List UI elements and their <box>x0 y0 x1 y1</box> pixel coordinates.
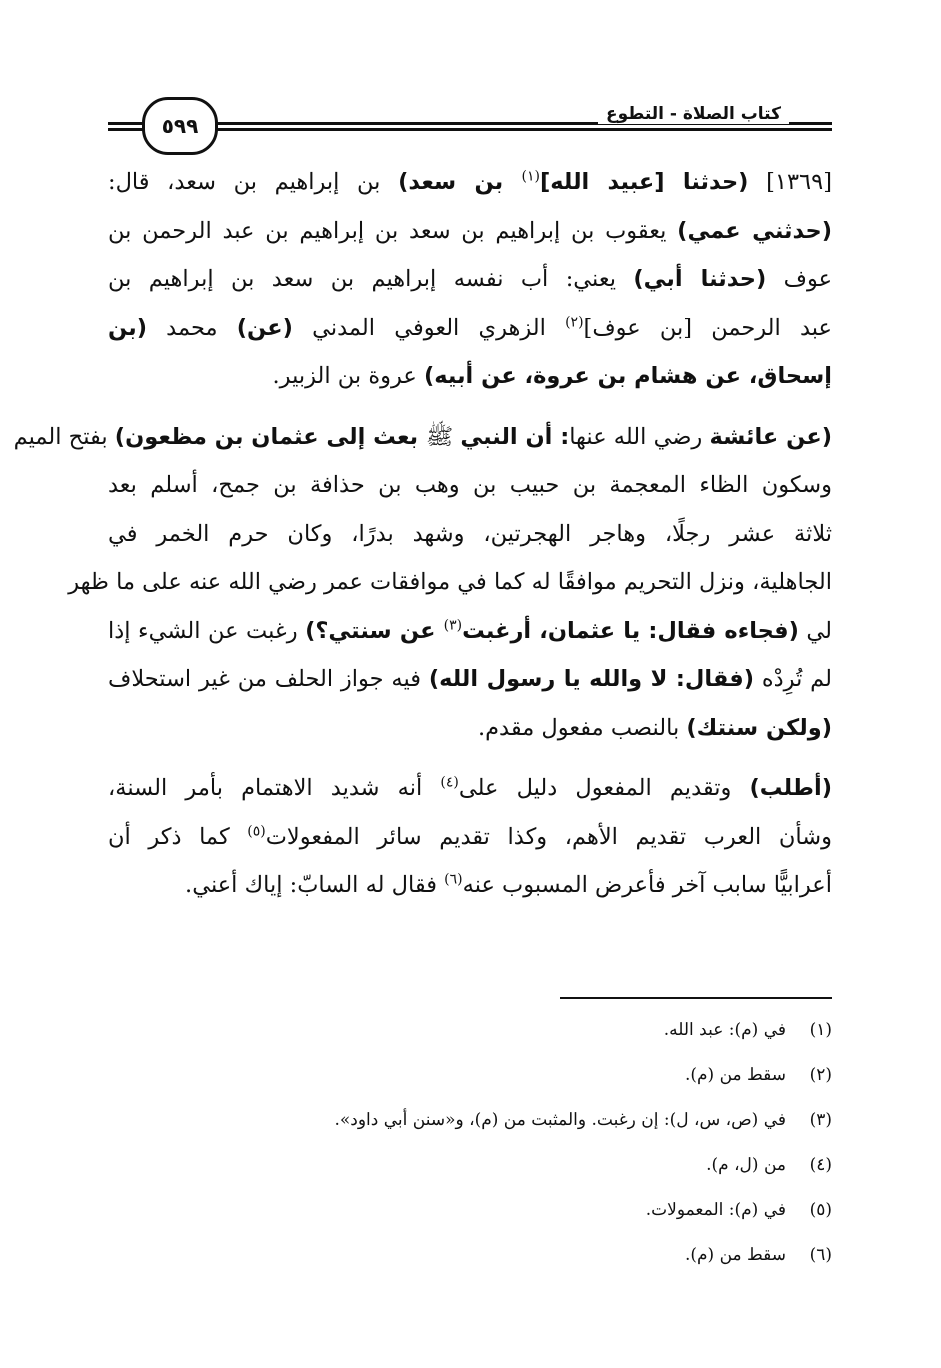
text-segment: الجاهلية، ونزل التحريم موافقًا له كما في موافقات عمر رضي الله عنه على ما ظهر <box>68 569 832 595</box>
text-line <box>108 352 832 401</box>
footnote-number: (٢) <box>809 1065 832 1085</box>
text-line <box>108 510 832 559</box>
footnote-ref: (٦) <box>444 871 463 888</box>
bold-segment: (بن <box>108 314 147 341</box>
text-line <box>108 158 832 207</box>
text-segment: ﷺ <box>425 423 461 450</box>
text-segment: أنه شديد الاهتمام بأمر السنة، <box>108 775 441 801</box>
text-segment: فقال له السابّ: إياك أعني. <box>185 872 445 898</box>
footnote-text: سقط من (م). <box>684 1245 786 1265</box>
header-rule <box>178 128 832 131</box>
text-segment: عبد الرحمن [بن عوف] <box>583 314 832 341</box>
paragraph <box>108 158 832 401</box>
bold-segment: : أن النبي <box>460 423 570 450</box>
footnote-ref: (٢) <box>565 314 584 330</box>
footnote-text: من (ل، م). <box>706 1155 786 1175</box>
text-line <box>108 304 832 353</box>
footnote-number: (٥) <box>809 1200 832 1220</box>
text-segment: بفتح الميم <box>13 423 115 450</box>
bold-segment: (حدثني عمي) <box>677 217 832 244</box>
text-line <box>108 207 832 256</box>
footnote-divider <box>560 997 832 999</box>
footnote-number: (٣) <box>809 1110 832 1130</box>
text-line <box>108 704 832 753</box>
text-segment: يعقوب بن إبراهيم بن سعد بن إبراهيم بن عبد الرحمن بن <box>108 217 678 244</box>
text-line <box>108 607 832 656</box>
footnote-text: في (م): عبد الله. <box>663 1020 786 1040</box>
footnote-text: في (م): المعمولات. <box>645 1200 786 1220</box>
text-segment: عروة بن الزبير. <box>272 363 424 389</box>
footnote <box>112 1188 832 1233</box>
main-text <box>13 158 833 910</box>
text-segment: ثلاثة عشر رجلًا، وهاجر الهجرتين، وشهد بدرًا، وكان حرم الخمر في <box>108 520 832 547</box>
text-segment: رضي الله عنها <box>569 423 710 450</box>
text-line <box>13 413 832 462</box>
text-line <box>108 764 832 813</box>
page-header <box>0 0 941 160</box>
footnote-text: في (ص، س، ل): إن رغبت. والمثبت من (م)، و«سنن أبي داود». <box>334 1110 786 1130</box>
text-line <box>108 813 832 862</box>
footnote <box>112 1143 832 1188</box>
bold-segment: (فجاءه فقال: يا عثمان، أرغبت <box>462 617 799 644</box>
footnote-ref: (٥) <box>247 823 266 839</box>
bold-segment: (ولكن سنتك) <box>686 714 832 741</box>
paragraph <box>13 413 833 753</box>
page-number: ٥٩٩ <box>142 97 218 155</box>
bold-segment: (عن عائشة <box>709 423 832 450</box>
text-segment: الزهري العوفي المدني <box>292 314 566 341</box>
bold-segment: بعث إلى عثمان بن مظعون) <box>114 423 426 450</box>
footnote-text: سقط من (م). <box>684 1065 786 1085</box>
footnote <box>112 1098 832 1143</box>
text-segment: فيه جواز الحلف من غير استحلاف <box>108 666 429 692</box>
footnote-number: (٤) <box>809 1155 832 1175</box>
text-segment: عوف <box>766 266 833 292</box>
bold-segment: عن سنتي؟) <box>305 617 444 644</box>
text-segment: كما ذكر أن <box>108 823 248 850</box>
bold-segment: بن سعد) <box>398 169 522 195</box>
footnote <box>112 1008 832 1053</box>
bold-segment: (أطلب) <box>749 775 832 801</box>
footnote-number: (٦) <box>809 1245 832 1265</box>
footnote-ref: (٣) <box>443 617 463 633</box>
footnote <box>112 1233 832 1278</box>
text-line <box>108 461 832 510</box>
text-line <box>108 655 832 704</box>
bold-segment: (حدثنا أبي) <box>633 266 767 292</box>
bold-segment: (حدثنا [عبيد الله] <box>539 169 749 195</box>
text-segment: رغبت عن الشيء إذا <box>108 617 306 644</box>
text-line <box>108 255 832 304</box>
bold-segment: (فقال: لا والله يا رسول الله) <box>428 666 755 692</box>
text-segment: أعرابيًّا سابب آخر فأعرض المسبوب عنه <box>462 872 832 898</box>
text-segment: بالنصب مفعول مقدم. <box>477 714 687 741</box>
bold-segment: إسحاق، عن هشام بن عروة، عن أبيه) <box>424 363 832 389</box>
text-segment: لي <box>798 617 833 644</box>
text-segment: بن إبراهيم بن سعد، قال: <box>108 169 399 195</box>
text-segment: محمد <box>146 314 237 341</box>
footnote-ref: (٤) <box>440 774 459 791</box>
text-segment: وتقديم المفعول دليل على <box>458 775 750 801</box>
text-segment: وشأن العرب تقديم الأهم، وكذا تقديم سائر المفعولات <box>265 823 832 850</box>
paragraph <box>108 764 832 910</box>
text-line <box>68 558 832 607</box>
footnotes <box>112 1008 832 1278</box>
text-line <box>108 861 832 910</box>
book-title: كتاب الصلاة - التطوع <box>598 104 789 124</box>
footnote-ref: (١) <box>521 168 540 185</box>
text-segment: لم تُرِدْه <box>754 666 832 692</box>
footnote-number: (١) <box>809 1020 832 1040</box>
text-segment: [١٣٦٩] <box>748 169 833 195</box>
footnote <box>112 1053 832 1098</box>
text-segment: يعني: أب نفسه إبراهيم بن سعد بن إبراهيم بن <box>108 266 634 292</box>
bold-segment: (عن) <box>236 314 293 341</box>
text-segment: وسكون الظاء المعجمة بن حبيب بن وهب بن حذافة بن جمح، أسلم بعد <box>108 472 832 498</box>
